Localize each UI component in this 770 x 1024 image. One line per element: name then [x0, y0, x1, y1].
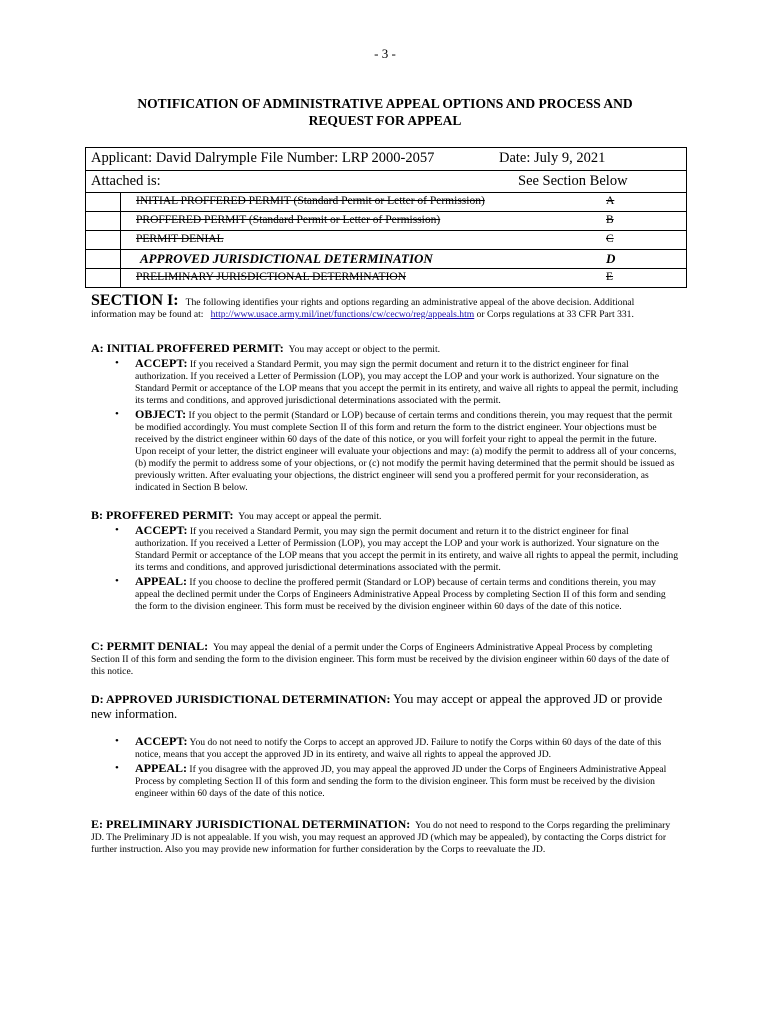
- section-a: [91, 342, 679, 494]
- bullet-icon: •: [115, 735, 119, 747]
- applicant-info: Applicant: David Dalrymple File Number: LRP 2000-2057: [91, 150, 435, 166]
- bullet-icon: •: [115, 357, 119, 369]
- bullet-icon: •: [115, 575, 119, 587]
- option-letter: A: [606, 195, 615, 207]
- section-d-lead: You may accept or appeal the approved JD or provide new information.: [91, 692, 663, 721]
- option-row-c: [86, 230, 686, 249]
- section-e-heading: E: PRELIMINARY JURISDICTIONAL DETERMINATION:: [91, 817, 411, 831]
- option-letter: C: [606, 233, 614, 245]
- accept-text: If you received a Standard Permit, you may sign the permit document and return it to the district engineer for final authorization. If you received a Letter of Permission (LOP), you may accept the LOP and your work is authorized. Your signature on the Standard Permit or acceptance of the LOP means that you accept the permit in its entirety, and waive all rights to appeal the permit, including its terms and conditions, and approved jurisdictional determinations associated with the permit.: [135, 359, 679, 406]
- section-e-text: You do not need to respond to the Corps regarding the preliminary JD. The Preliminary JD is not appealable. If you wish, you may request an approved JD (which may be appealed), by contacting the Corps district for further instruction. Also you may provide new information for further consideration by the Corps to reevaluate the JD.: [91, 820, 671, 855]
- accept-text: You do not need to notify the Corps to accept an approved JD. Failure to notify the Corps within 60 days of the date of this notice, means that you accept the approved JD in its entirety, and waive all rights to appeal the approved JD.: [135, 737, 662, 760]
- section-c-text: You may appeal the denial of a permit under the Corps of Engineers Administrative Appeal Process by completing Section II of this form and sending the form to the division engineer. This form must be received by the division engineer within 60 days of the date of this notice.: [91, 642, 670, 677]
- section-1-intro-tail: or Corps regulations at 33 CFR Part 331.: [474, 309, 634, 320]
- section-1-heading: SECTION I:: [91, 292, 179, 309]
- bullet-icon: •: [115, 524, 119, 536]
- section-b-lead: You may accept or appeal the permit.: [238, 511, 382, 522]
- section-c-heading: C: PERMIT DENIAL:: [91, 639, 209, 653]
- option-row-b: [86, 211, 686, 230]
- accept-keyword: ACCEPT:: [135, 523, 188, 537]
- option-label: PRELIMINARY JURISDICTIONAL DETERMINATION: [136, 271, 407, 283]
- table-divider: [120, 192, 121, 287]
- section-d-heading: D: APPROVED JURISDICTIONAL DETERMINATION:: [91, 692, 391, 706]
- section-c: [91, 640, 679, 678]
- option-label: INITIAL PROFFERED PERMIT (Standard Permit or Letter of Permission): [136, 195, 485, 207]
- accept-text: If you received a Standard Permit, you may sign the permit document and return it to the district engineer for final authorization. If you received a Letter of Permission (LOP), you may accept the LOP and your work is authorized. Your signature on the Standard Permit or acceptance of the LOP means that you accept the permit in its entirety, and waive all rights to appeal the permit, including its terms and conditions, and approved jurisdictional determinations associated with the permit.: [135, 526, 679, 573]
- section-1-intro: The following identifies your rights and options regarding an administrative appeal of the above decision. Additional information may be found at:: [91, 297, 635, 320]
- list-item: [91, 357, 679, 407]
- page-number: - 3 -: [374, 46, 396, 61]
- bullet-icon: •: [115, 762, 119, 774]
- option-row-e: [86, 268, 686, 287]
- applicant-row: [86, 148, 686, 171]
- option-label: APPROVED JURISDICTIONAL DETERMINATION: [140, 251, 433, 266]
- option-letter: D: [606, 251, 616, 266]
- appeal-text: If you choose to decline the proffered permit (Standard or LOP) because of certain terms and conditions therein, you may appeal the declined permit under the Corps of Engineers Administrative Appeal Process by completing Section II of this form and sending the form to the division engineer. This form must be received by the division engineer within 60 days of the date of this notice.: [135, 577, 666, 612]
- list-item: [91, 524, 679, 574]
- document-title: [80, 95, 690, 129]
- list-item: [91, 735, 679, 761]
- section-b-heading: B: PROFFERED PERMIT:: [91, 508, 234, 522]
- section-1: [91, 292, 679, 321]
- list-item: [91, 408, 679, 494]
- accept-keyword: ACCEPT:: [135, 356, 188, 370]
- appeal-text: If you disagree with the approved JD, you may appeal the approved JD under the Corps of Engineers Administrative Appeal Process by completing Section II of this form and sending the form to the division engineer. This form must be received by the division engineer within 60 days of the date of this notice.: [135, 764, 667, 799]
- notice-date: Date: July 9, 2021: [499, 150, 606, 166]
- option-label: PROFFERED PERMIT (Standard Permit or Letter of Permission): [136, 214, 441, 226]
- attached-row: [86, 171, 686, 192]
- section-b: [91, 509, 679, 613]
- appeals-link[interactable]: http://www.usace.army.mil/inet/functions/cw/cecwo/reg/appeals.htm: [210, 309, 475, 320]
- option-label: PERMIT DENIAL: [136, 233, 224, 245]
- section-a-lead: You may accept or object to the permit.: [288, 344, 441, 355]
- option-letter: E: [606, 271, 614, 283]
- title-line-2: REQUEST FOR APPEAL: [308, 113, 462, 128]
- section-a-heading: A: INITIAL PROFFERED PERMIT:: [91, 341, 284, 355]
- option-letter: B: [606, 214, 614, 226]
- appeal-keyword: APPEAL:: [135, 574, 187, 588]
- bullet-icon: •: [115, 408, 119, 420]
- appeal-keyword: APPEAL:: [135, 761, 187, 775]
- object-text: If you object to the permit (Standard or LOP) because of certain terms and conditions therein, you may request that the permit be modified accordingly. You must complete Section II of this form and return the form to the district engineer. Your objections must be received by the district engineer within 60 days of the date of this notice, or you will forfeit your right to appeal the permit in the future. Upon receipt of your letter, the district engineer will evaluate your objections and may: (a) modify the permit to address all of your concerns, (b) modify the permit to address some of your objections, or (c) not modify the permit having determined that the permit should be issued as previously written. After evaluating your objections, the district engineer will send you a proffered permit for your reconsideration, as indicated in Section B below.: [135, 410, 677, 493]
- option-row-d: [86, 249, 686, 268]
- option-row-a: [86, 192, 686, 211]
- accept-keyword: ACCEPT:: [135, 734, 188, 748]
- section-e: [91, 818, 679, 856]
- title-line-1: NOTIFICATION OF ADMINISTRATIVE APPEAL OPTIONS AND PROCESS AND: [137, 96, 633, 111]
- list-item: [91, 762, 679, 800]
- applicant-table: [85, 147, 687, 288]
- list-item: [91, 575, 679, 613]
- see-section-label: See Section Below: [518, 173, 628, 189]
- section-d: [91, 692, 679, 800]
- attached-label: Attached is:: [91, 173, 161, 189]
- object-keyword: OBJECT:: [135, 407, 187, 421]
